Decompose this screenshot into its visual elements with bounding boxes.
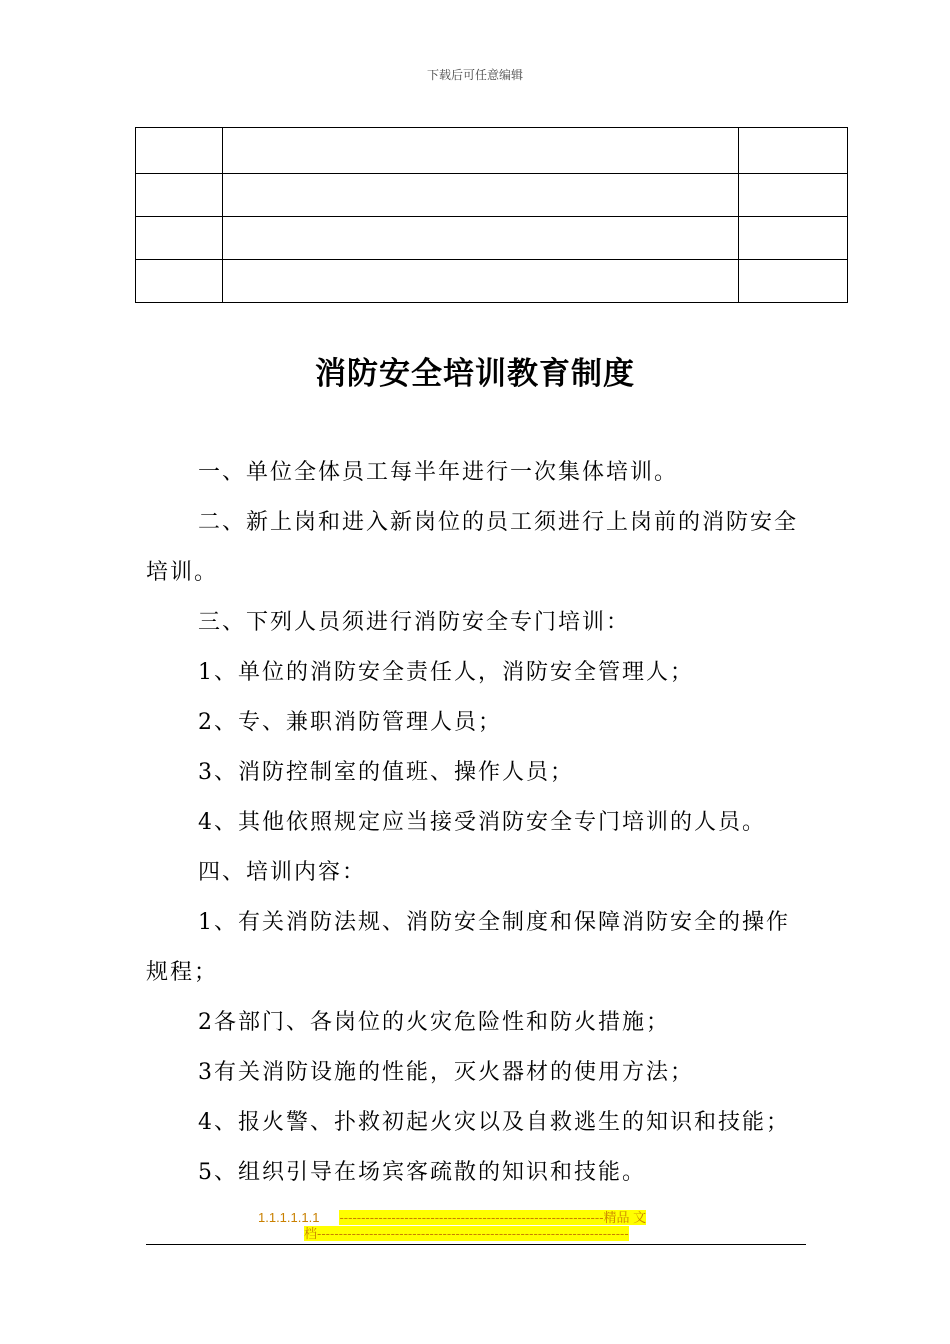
paragraph: 1、单位的消防安全责任人，消防安全管理人；	[198, 660, 694, 685]
footer-divider	[146, 1244, 806, 1245]
paragraph: 4、报火警、扑救初起火灾以及自救逃生的知识和技能；	[198, 1110, 790, 1135]
table-cell	[223, 260, 739, 303]
paragraph: 2、专、兼职消防管理人员；	[198, 710, 502, 735]
table-cell	[136, 174, 223, 217]
paragraph: 4、其他依照规定应当接受消防安全专门培训的人员。	[198, 810, 766, 835]
paragraph: 5、组织引导在场宾客疏散的知识和技能。	[198, 1160, 646, 1185]
table-cell	[739, 128, 848, 174]
footer-number: 1.1.1.1.1.1	[258, 1210, 320, 1225]
document-body	[146, 448, 806, 1198]
table-cell	[136, 128, 223, 174]
table-cell	[136, 217, 223, 260]
page-header-note: 下载后可任意编辑	[426, 68, 523, 82]
paragraph: 三、下列人员须进行消防安全专门培训：	[198, 610, 631, 635]
table-cell	[223, 128, 739, 174]
table-cell	[739, 217, 848, 260]
paragraph: 3、消防控制室的值班、操作人员；	[198, 760, 574, 785]
paragraph: 二、新上岗和进入新岗位的员工须进行上岗前的消防安全培训。	[146, 510, 799, 585]
footer-watermark	[258, 1210, 694, 1242]
table-row	[136, 260, 848, 303]
blank-table	[135, 127, 848, 303]
table-row	[136, 174, 848, 217]
table-cell	[739, 260, 848, 303]
document-title: 消防安全培训教育制度	[315, 356, 635, 392]
paragraph: 一、单位全体员工每半年进行一次集体培训。	[198, 460, 679, 485]
paragraph: 四、培训内容：	[198, 860, 367, 885]
footer-dashes-line1: -------------------------------------------------------------精品 文	[339, 1210, 647, 1225]
footer-dashes-line2: 档------------------------------------------------------------------------	[304, 1226, 629, 1241]
paragraph: 2各部门、各岗位的火灾危险性和防火措施；	[198, 1010, 670, 1035]
paragraph: 1、有关消防法规、消防安全制度和保障消防安全的操作规程；	[146, 910, 790, 985]
table-row	[136, 217, 848, 260]
paragraph: 3有关消防设施的性能，灭火器材的使用方法；	[198, 1060, 694, 1085]
table-row	[136, 128, 848, 174]
table-cell	[136, 260, 223, 303]
table-cell	[739, 174, 848, 217]
table-cell	[223, 174, 739, 217]
table-cell	[223, 217, 739, 260]
